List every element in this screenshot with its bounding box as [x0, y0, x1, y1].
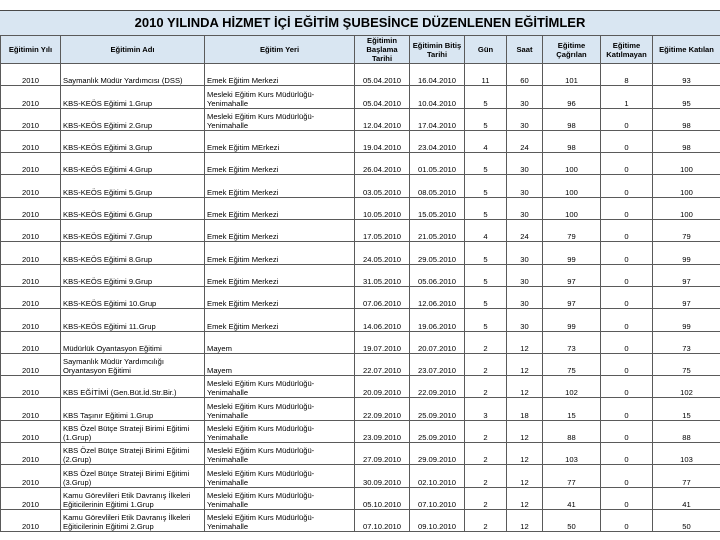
end-date-cell: 09.10.2010	[410, 509, 465, 531]
end-date-cell: 23.07.2010	[410, 353, 465, 375]
absent-cell: 0	[601, 398, 653, 420]
table-row	[1, 376, 720, 398]
hours-cell: 30	[507, 286, 543, 308]
start-date-cell: 24.05.2010	[355, 242, 410, 264]
end-date-cell: 20.07.2010	[410, 331, 465, 353]
hours-cell: 30	[507, 309, 543, 331]
attended-cell: 79	[653, 220, 720, 242]
place-cell: Mesleki Eğitim Kurs Müdürlüğü-Yenimahalle	[205, 108, 355, 130]
place-cell: Emek Eğitim Merkezi	[205, 220, 355, 242]
year-cell: 2010	[1, 331, 61, 353]
place-cell: Emek Eğitim Merkezi	[205, 64, 355, 86]
end-date-cell: 29.05.2010	[410, 242, 465, 264]
attended-cell: 102	[653, 376, 720, 398]
table-row	[1, 309, 720, 331]
days-cell: 2	[465, 376, 507, 398]
absent-cell: 0	[601, 108, 653, 130]
hours-cell: 24	[507, 130, 543, 152]
days-cell: 5	[465, 309, 507, 331]
table-row	[1, 465, 720, 487]
days-cell: 2	[465, 353, 507, 375]
name-cell: KBS-KEÖS Eğitimi 10.Grup	[61, 286, 205, 308]
place-cell: Mesleki Eğitim Kurs Müdürlüğü-Yenimahalle	[205, 86, 355, 108]
invited-cell: 102	[543, 376, 601, 398]
start-date-cell: 10.05.2010	[355, 197, 410, 219]
year-cell: 2010	[1, 376, 61, 398]
invited-cell: 99	[543, 242, 601, 264]
attended-cell: 100	[653, 197, 720, 219]
place-cell: Emek Eğitim Merkezi	[205, 309, 355, 331]
place-cell: Emek Eğitim Merkezi	[205, 264, 355, 286]
table-row	[1, 64, 720, 86]
absent-cell: 0	[601, 130, 653, 152]
start-date-cell: 07.10.2010	[355, 509, 410, 531]
days-cell: 11	[465, 64, 507, 86]
col-header-hours: Saat	[507, 36, 543, 64]
start-date-cell: 12.04.2010	[355, 108, 410, 130]
training-table	[0, 35, 720, 532]
year-cell: 2010	[1, 153, 61, 175]
start-date-cell: 27.09.2010	[355, 443, 410, 465]
hours-cell: 60	[507, 64, 543, 86]
hours-cell: 12	[507, 509, 543, 531]
hours-cell: 12	[507, 376, 543, 398]
col-header-name: Eğitimin Adı	[61, 36, 205, 64]
end-date-cell: 01.05.2010	[410, 153, 465, 175]
absent-cell: 0	[601, 309, 653, 331]
name-cell: KBS-KEÖS Eğitimi 9.Grup	[61, 264, 205, 286]
absent-cell: 0	[601, 220, 653, 242]
year-cell: 2010	[1, 398, 61, 420]
name-cell: Kamu Görevlileri Etik Davranış İlkeleri Eğiticilerinin Eğitimi 1.Grup	[61, 487, 205, 509]
name-cell: KBS Özel Bütçe Strateji Birimi Eğitimi (1.Grup)	[61, 420, 205, 442]
start-date-cell: 17.05.2010	[355, 220, 410, 242]
invited-cell: 77	[543, 465, 601, 487]
hours-cell: 12	[507, 420, 543, 442]
col-header-year: Eğitimin Yılı	[1, 36, 61, 64]
days-cell: 5	[465, 264, 507, 286]
end-date-cell: 10.04.2010	[410, 86, 465, 108]
days-cell: 2	[465, 331, 507, 353]
start-date-cell: 07.06.2010	[355, 286, 410, 308]
attended-cell: 97	[653, 286, 720, 308]
place-cell: Mesleki Eğitim Kurs Müdürlüğü-Yenimahalle	[205, 376, 355, 398]
invited-cell: 88	[543, 420, 601, 442]
days-cell: 4	[465, 220, 507, 242]
end-date-cell: 25.09.2010	[410, 420, 465, 442]
invited-cell: 100	[543, 175, 601, 197]
start-date-cell: 19.04.2010	[355, 130, 410, 152]
table-row	[1, 86, 720, 108]
invited-cell: 100	[543, 197, 601, 219]
start-date-cell: 14.06.2010	[355, 309, 410, 331]
invited-cell: 97	[543, 286, 601, 308]
name-cell: KBS-KEÖS Eğitimi 5.Grup	[61, 175, 205, 197]
end-date-cell: 25.09.2010	[410, 398, 465, 420]
days-cell: 2	[465, 509, 507, 531]
end-date-cell: 16.04.2010	[410, 64, 465, 86]
attended-cell: 99	[653, 242, 720, 264]
invited-cell: 99	[543, 309, 601, 331]
absent-cell: 0	[601, 465, 653, 487]
attended-cell: 100	[653, 175, 720, 197]
days-cell: 2	[465, 420, 507, 442]
days-cell: 5	[465, 175, 507, 197]
year-cell: 2010	[1, 64, 61, 86]
attended-cell: 50	[653, 509, 720, 531]
hours-cell: 30	[507, 153, 543, 175]
absent-cell: 0	[601, 242, 653, 264]
hours-cell: 30	[507, 108, 543, 130]
start-date-cell: 20.09.2010	[355, 376, 410, 398]
name-cell: KBS Taşınır Eğitimi 1.Grup	[61, 398, 205, 420]
days-cell: 5	[465, 242, 507, 264]
hours-cell: 30	[507, 264, 543, 286]
attended-cell: 98	[653, 130, 720, 152]
attended-cell: 75	[653, 353, 720, 375]
invited-cell: 79	[543, 220, 601, 242]
hours-cell: 30	[507, 197, 543, 219]
name-cell: KBS Özel Bütçe Strateji Birimi Eğitimi (3.Grup)	[61, 465, 205, 487]
end-date-cell: 12.06.2010	[410, 286, 465, 308]
year-cell: 2010	[1, 465, 61, 487]
table-row	[1, 130, 720, 152]
absent-cell: 0	[601, 376, 653, 398]
end-date-cell: 19.06.2010	[410, 309, 465, 331]
invited-cell: 15	[543, 398, 601, 420]
hours-cell: 30	[507, 175, 543, 197]
start-date-cell: 05.04.2010	[355, 86, 410, 108]
name-cell: KBS-KEÖS Eğitimi 8.Grup	[61, 242, 205, 264]
table-row	[1, 509, 720, 531]
table-row	[1, 420, 720, 442]
hours-cell: 18	[507, 398, 543, 420]
col-header-absent: Eğitime Katılmayan	[601, 36, 653, 64]
hours-cell: 12	[507, 443, 543, 465]
absent-cell: 8	[601, 64, 653, 86]
start-date-cell: 03.05.2010	[355, 175, 410, 197]
place-cell: Mesleki Eğitim Kurs Müdürlüğü-Yenimahalle	[205, 487, 355, 509]
place-cell: Emek Eğitim Merkezi	[205, 175, 355, 197]
absent-cell: 0	[601, 286, 653, 308]
days-cell: 2	[465, 487, 507, 509]
col-header-attended: Eğitime Katılan	[653, 36, 720, 64]
attended-cell: 88	[653, 420, 720, 442]
start-date-cell: 26.04.2010	[355, 153, 410, 175]
name-cell: KBS-KEÖS Eğitimi 4.Grup	[61, 153, 205, 175]
table-row	[1, 175, 720, 197]
year-cell: 2010	[1, 130, 61, 152]
table-row	[1, 286, 720, 308]
year-cell: 2010	[1, 353, 61, 375]
invited-cell: 101	[543, 64, 601, 86]
hours-cell: 12	[507, 353, 543, 375]
start-date-cell: 05.04.2010	[355, 64, 410, 86]
days-cell: 3	[465, 398, 507, 420]
invited-cell: 96	[543, 86, 601, 108]
col-header-place: Eğitim Yeri	[205, 36, 355, 64]
end-date-cell: 21.05.2010	[410, 220, 465, 242]
days-cell: 5	[465, 197, 507, 219]
col-header-start: Eğitimin Başlama Tarihi	[355, 36, 410, 64]
attended-cell: 100	[653, 153, 720, 175]
attended-cell: 77	[653, 465, 720, 487]
place-cell: Mesleki Eğitim Kurs Müdürlüğü-Yenimahalle	[205, 398, 355, 420]
attended-cell: 15	[653, 398, 720, 420]
name-cell: KBS-KEÖS Eğitimi 2.Grup	[61, 108, 205, 130]
year-cell: 2010	[1, 443, 61, 465]
start-date-cell: 19.07.2010	[355, 331, 410, 353]
attended-cell: 95	[653, 86, 720, 108]
hours-cell: 30	[507, 242, 543, 264]
absent-cell: 1	[601, 86, 653, 108]
table-row	[1, 353, 720, 375]
col-header-end: Eğitimin Bitiş Tarihi	[410, 36, 465, 64]
attended-cell: 93	[653, 64, 720, 86]
year-cell: 2010	[1, 86, 61, 108]
header-row	[1, 36, 720, 64]
attended-cell: 99	[653, 309, 720, 331]
end-date-cell: 05.06.2010	[410, 264, 465, 286]
name-cell: KBS-KEÖS Eğitimi 7.Grup	[61, 220, 205, 242]
end-date-cell: 29.09.2010	[410, 443, 465, 465]
start-date-cell: 23.09.2010	[355, 420, 410, 442]
days-cell: 2	[465, 465, 507, 487]
table-row	[1, 331, 720, 353]
absent-cell: 0	[601, 264, 653, 286]
place-cell: Mesleki Eğitim Kurs Müdürlüğü-Yenimahalle	[205, 465, 355, 487]
col-header-days: Gün	[465, 36, 507, 64]
absent-cell: 0	[601, 509, 653, 531]
name-cell: KBS-KEÖS Eğitimi 3.Grup	[61, 130, 205, 152]
start-date-cell: 22.09.2010	[355, 398, 410, 420]
hours-cell: 30	[507, 86, 543, 108]
name-cell: Saymanlık Müdür Yardımcılığı Oryantasyon Eğitimi	[61, 353, 205, 375]
invited-cell: 98	[543, 108, 601, 130]
invited-cell: 100	[543, 153, 601, 175]
place-cell: Emek Eğitim MErkezi	[205, 130, 355, 152]
year-cell: 2010	[1, 108, 61, 130]
year-cell: 2010	[1, 487, 61, 509]
table-row	[1, 242, 720, 264]
hours-cell: 12	[507, 465, 543, 487]
table-row	[1, 398, 720, 420]
year-cell: 2010	[1, 420, 61, 442]
absent-cell: 0	[601, 420, 653, 442]
year-cell: 2010	[1, 220, 61, 242]
attended-cell: 103	[653, 443, 720, 465]
end-date-cell: 17.04.2010	[410, 108, 465, 130]
table-row	[1, 197, 720, 219]
start-date-cell: 05.10.2010	[355, 487, 410, 509]
attended-cell: 73	[653, 331, 720, 353]
place-cell: Mesleki Eğitim Kurs Müdürlüğü-Yenimahalle	[205, 509, 355, 531]
year-cell: 2010	[1, 242, 61, 264]
table-row	[1, 264, 720, 286]
place-cell: Mesleki Eğitim Kurs Müdürlüğü-Yenimahalle	[205, 443, 355, 465]
year-cell: 2010	[1, 264, 61, 286]
invited-cell: 103	[543, 443, 601, 465]
hours-cell: 12	[507, 331, 543, 353]
name-cell: Saymanlık Müdür Yardımcısı (DSS)	[61, 64, 205, 86]
table-row	[1, 153, 720, 175]
end-date-cell: 08.05.2010	[410, 175, 465, 197]
name-cell: KBS-KEÖS Eğitimi 6.Grup	[61, 197, 205, 219]
end-date-cell: 22.09.2010	[410, 376, 465, 398]
end-date-cell: 07.10.2010	[410, 487, 465, 509]
table-row	[1, 443, 720, 465]
hours-cell: 12	[507, 487, 543, 509]
invited-cell: 50	[543, 509, 601, 531]
absent-cell: 0	[601, 487, 653, 509]
table-title: 2010 YILINDA HİZMET İÇİ EĞİTİM ŞUBESİNCE DÜZENLENEN EĞİTİMLER	[0, 10, 720, 36]
table-row	[1, 487, 720, 509]
year-cell: 2010	[1, 175, 61, 197]
invited-cell: 98	[543, 130, 601, 152]
place-cell: Emek Eğitim Merkezi	[205, 153, 355, 175]
place-cell: Mayem	[205, 331, 355, 353]
days-cell: 5	[465, 286, 507, 308]
days-cell: 5	[465, 108, 507, 130]
start-date-cell: 22.07.2010	[355, 353, 410, 375]
attended-cell: 97	[653, 264, 720, 286]
col-header-invited: Eğitime Çağrılan	[543, 36, 601, 64]
year-cell: 2010	[1, 197, 61, 219]
place-cell: Emek Eğitim Merkezi	[205, 242, 355, 264]
attended-cell: 98	[653, 108, 720, 130]
place-cell: Mesleki Eğitim Kurs Müdürlüğü-Yenimahalle	[205, 420, 355, 442]
end-date-cell: 15.05.2010	[410, 197, 465, 219]
invited-cell: 41	[543, 487, 601, 509]
hours-cell: 24	[507, 220, 543, 242]
name-cell: Kamu Görevlileri Etik Davranış İlkeleri Eğiticilerinin Eğitimi 2.Grup	[61, 509, 205, 531]
end-date-cell: 23.04.2010	[410, 130, 465, 152]
place-cell: Emek Eğitim Merkezi	[205, 197, 355, 219]
year-cell: 2010	[1, 286, 61, 308]
attended-cell: 41	[653, 487, 720, 509]
days-cell: 4	[465, 130, 507, 152]
days-cell: 2	[465, 443, 507, 465]
absent-cell: 0	[601, 331, 653, 353]
absent-cell: 0	[601, 443, 653, 465]
year-cell: 2010	[1, 309, 61, 331]
absent-cell: 0	[601, 175, 653, 197]
days-cell: 5	[465, 86, 507, 108]
table-row	[1, 108, 720, 130]
days-cell: 5	[465, 153, 507, 175]
invited-cell: 73	[543, 331, 601, 353]
place-cell: Emek Eğitim Merkezi	[205, 286, 355, 308]
absent-cell: 0	[601, 353, 653, 375]
absent-cell: 0	[601, 197, 653, 219]
name-cell: KBS-KEÖS Eğitimi 11.Grup	[61, 309, 205, 331]
name-cell: KBS Özel Bütçe Strateji Birimi Eğitimi (2.Grup)	[61, 443, 205, 465]
start-date-cell: 31.05.2010	[355, 264, 410, 286]
name-cell: KBS EĞİTİMİ (Gen.Büt.İd.Str.Bir.)	[61, 376, 205, 398]
year-cell: 2010	[1, 509, 61, 531]
table-row	[1, 220, 720, 242]
absent-cell: 0	[601, 153, 653, 175]
end-date-cell: 02.10.2010	[410, 465, 465, 487]
invited-cell: 75	[543, 353, 601, 375]
invited-cell: 97	[543, 264, 601, 286]
start-date-cell: 30.09.2010	[355, 465, 410, 487]
name-cell: KBS-KEÖS Eğitimi 1.Grup	[61, 86, 205, 108]
name-cell: Müdürlük Oyantasyon Eğitimi	[61, 331, 205, 353]
place-cell: Mayem	[205, 353, 355, 375]
